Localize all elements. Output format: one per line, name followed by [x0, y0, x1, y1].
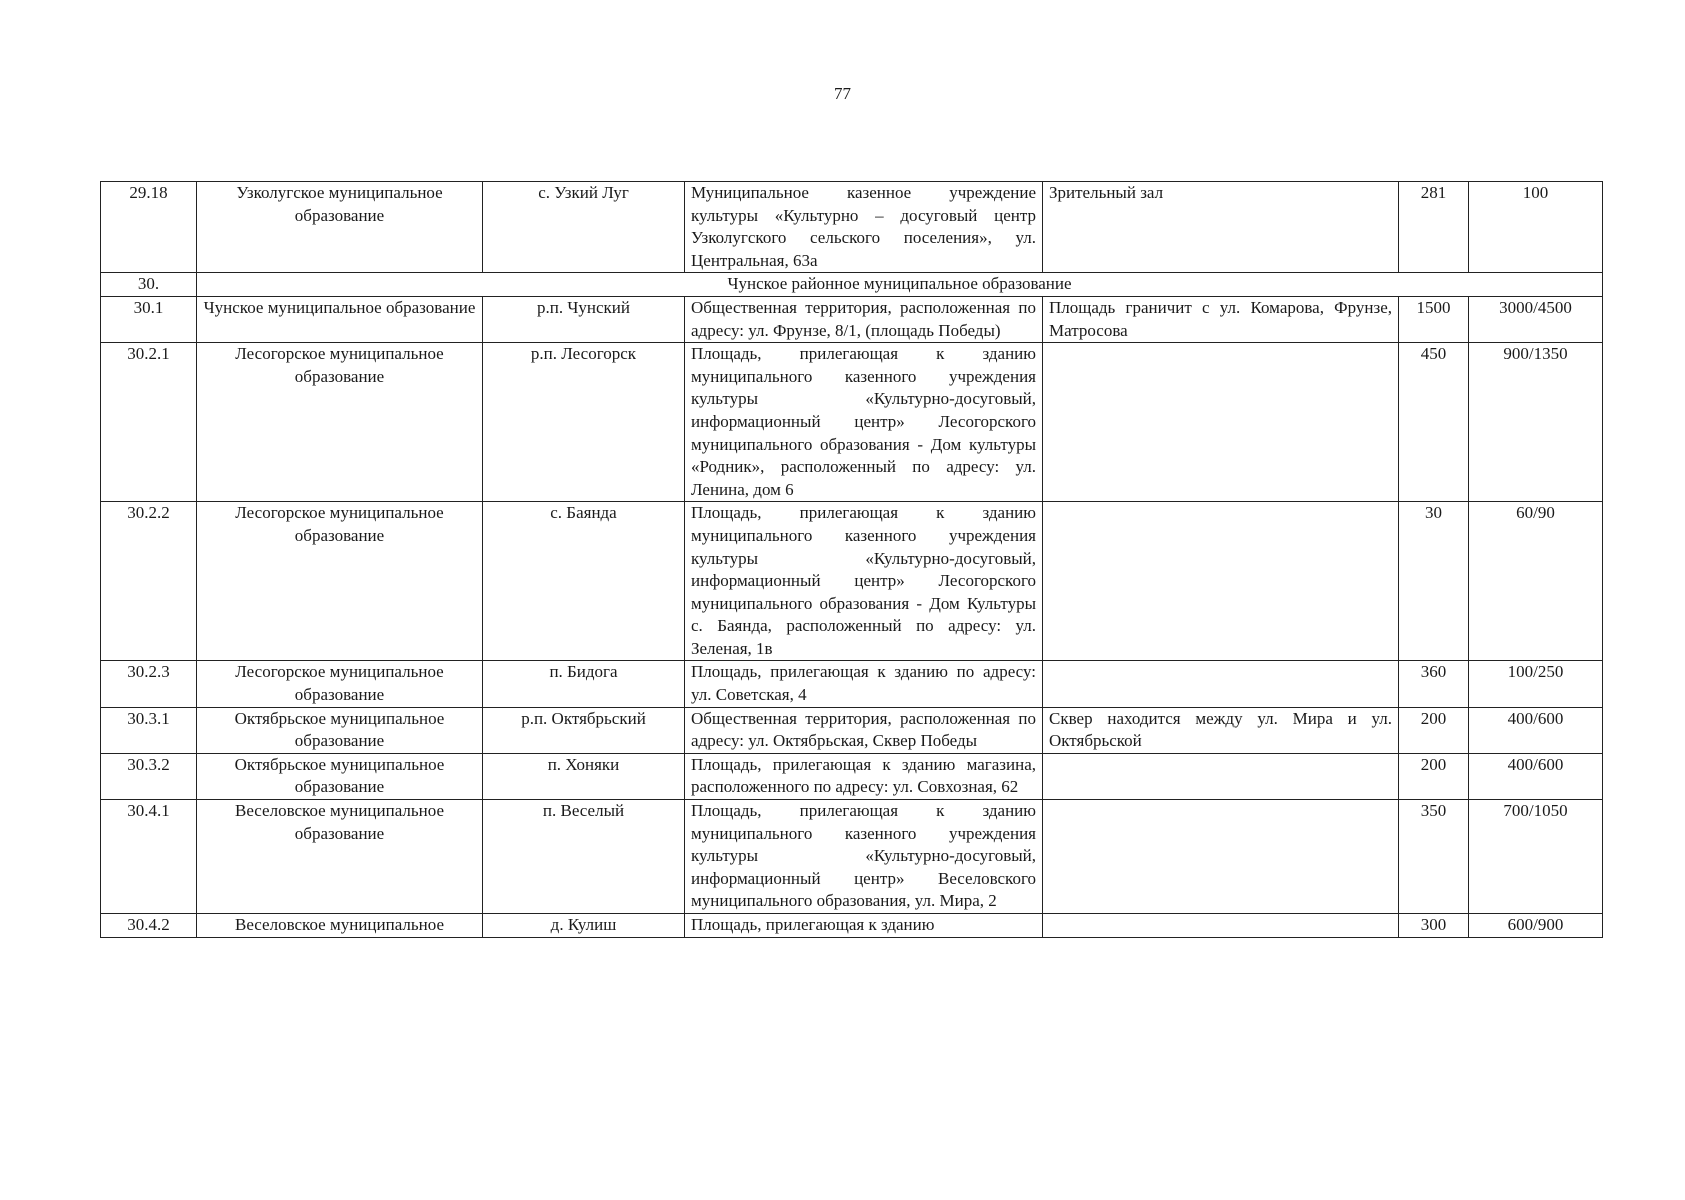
row-number: 30.3.1 — [101, 707, 197, 753]
municipality-cell: Чунское муниципальное образование — [197, 296, 483, 342]
table-row — [101, 753, 1603, 799]
municipality-cell: Октябрьское муниципальное образование — [197, 707, 483, 753]
table-row — [101, 661, 1603, 707]
section-title: Чунское районное муниципальное образование — [197, 273, 1603, 297]
note-cell — [1043, 661, 1399, 707]
page-number: 77 — [834, 84, 851, 103]
area-cell: 350 — [1399, 800, 1469, 914]
municipality-cell: Веселовское муниципальное — [197, 914, 483, 938]
table-row — [101, 707, 1603, 753]
capacity-cell: 600/900 — [1469, 914, 1603, 938]
capacity-cell: 900/1350 — [1469, 343, 1603, 502]
area-cell: 200 — [1399, 707, 1469, 753]
settlement-cell: р.п. Октябрьский — [483, 707, 685, 753]
settlement-cell: п. Бидога — [483, 661, 685, 707]
municipality-cell: Лесогорское муниципальное образование — [197, 661, 483, 707]
note-cell — [1043, 800, 1399, 914]
settlement-cell: п. Хоняки — [483, 753, 685, 799]
row-number: 30.3.2 — [101, 753, 197, 799]
row-number: 30.4.1 — [101, 800, 197, 914]
area-cell: 30 — [1399, 502, 1469, 661]
address-cell: Площадь, прилегающая к зданию муниципального казенного учреждения культуры «Культурно-досуговый, информационный центр» Веселовского муниципального образования, ул. Мира, 2 — [685, 800, 1043, 914]
note-cell — [1043, 343, 1399, 502]
row-number: 30.1 — [101, 296, 197, 342]
area-cell: 360 — [1399, 661, 1469, 707]
address-cell: Площадь, прилегающая к зданию — [685, 914, 1043, 938]
municipality-cell: Лесогорское муниципальное образование — [197, 502, 483, 661]
table-row — [101, 182, 1603, 273]
area-cell: 281 — [1399, 182, 1469, 273]
row-number: 29.18 — [101, 182, 197, 273]
address-cell: Площадь, прилегающая к зданию по адресу: ул. Советская, 4 — [685, 661, 1043, 707]
settlement-cell: п. Веселый — [483, 800, 685, 914]
area-cell: 200 — [1399, 753, 1469, 799]
note-cell: Сквер находится между ул. Мира и ул. Октябрьской — [1043, 707, 1399, 753]
note-cell: Площадь граничит с ул. Комарова, Фрунзе, Матросова — [1043, 296, 1399, 342]
area-cell: 300 — [1399, 914, 1469, 938]
table-row — [101, 914, 1603, 938]
address-cell: Общественная территория, расположенная по адресу: ул. Фрунзе, 8/1, (площадь Победы) — [685, 296, 1043, 342]
row-number: 30.2.1 — [101, 343, 197, 502]
address-cell: Муниципальное казенное учреждение культуры «Культурно – досуговый центр Узколугского сельского поселения», ул. Центральная, 63а — [685, 182, 1043, 273]
note-cell — [1043, 502, 1399, 661]
data-table — [100, 181, 1603, 938]
capacity-cell: 400/600 — [1469, 753, 1603, 799]
note-cell — [1043, 914, 1399, 938]
row-number: 30.4.2 — [101, 914, 197, 938]
municipality-cell: Веселовское муниципальное образование — [197, 800, 483, 914]
capacity-cell: 400/600 — [1469, 707, 1603, 753]
area-cell: 450 — [1399, 343, 1469, 502]
table-row — [101, 800, 1603, 914]
area-cell: 1500 — [1399, 296, 1469, 342]
municipality-cell: Октябрьское муниципальное образование — [197, 753, 483, 799]
capacity-cell: 100/250 — [1469, 661, 1603, 707]
note-cell: Зрительный зал — [1043, 182, 1399, 273]
municipality-cell: Лесогорское муниципальное образование — [197, 343, 483, 502]
table-row — [101, 502, 1603, 661]
capacity-cell: 100 — [1469, 182, 1603, 273]
capacity-cell: 3000/4500 — [1469, 296, 1603, 342]
settlement-cell: с. Баянда — [483, 502, 685, 661]
settlement-cell: р.п. Чунский — [483, 296, 685, 342]
row-number: 30.2.3 — [101, 661, 197, 707]
address-cell: Площадь, прилегающая к зданию магазина, расположенного по адресу: ул. Совхозная, 62 — [685, 753, 1043, 799]
table-row — [101, 296, 1603, 342]
table-row — [101, 343, 1603, 502]
section-row — [101, 273, 1603, 297]
address-cell: Площадь, прилегающая к зданию муниципального казенного учреждения культуры «Культурно-досуговый, информационный центр» Лесогорского муниципального образования - Дом культуры «Родник», расположенный по адресу: ул. Ленина, дом 6 — [685, 343, 1043, 502]
address-cell: Площадь, прилегающая к зданию муниципального казенного учреждения культуры «Культурно-досуговый, информационный центр» Лесогорского муниципального образования - Дом Культуры с. Баянда, расположенный по адресу: ул. Зеленая, 1в — [685, 502, 1043, 661]
note-cell — [1043, 753, 1399, 799]
settlement-cell: с. Узкий Луг — [483, 182, 685, 273]
address-cell: Общественная территория, расположенная по адресу: ул. Октябрьская, Сквер Победы — [685, 707, 1043, 753]
row-number: 30.2.2 — [101, 502, 197, 661]
settlement-cell: д. Кулиш — [483, 914, 685, 938]
capacity-cell: 700/1050 — [1469, 800, 1603, 914]
capacity-cell: 60/90 — [1469, 502, 1603, 661]
row-number: 30. — [101, 273, 197, 297]
settlement-cell: р.п. Лесогорск — [483, 343, 685, 502]
municipality-cell: Узколугское муниципальное образование — [197, 182, 483, 273]
